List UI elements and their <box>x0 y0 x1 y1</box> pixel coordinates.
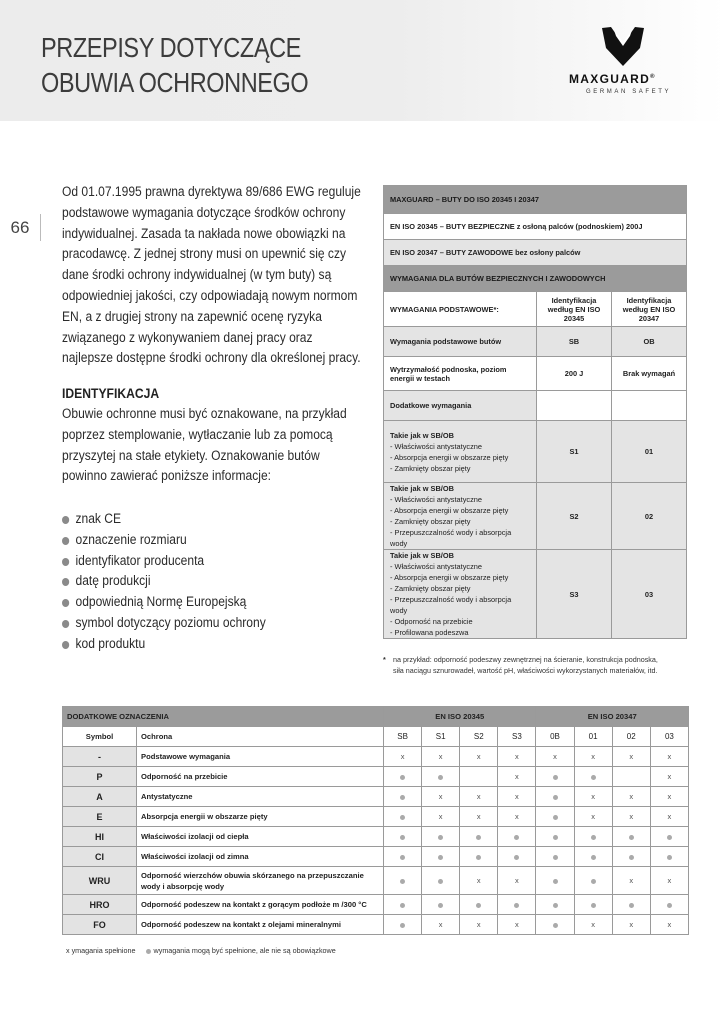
list-item: datę produkcji <box>62 571 266 592</box>
optional-dot-cell <box>574 827 612 847</box>
optional-dot-icon <box>591 879 596 884</box>
class-column-header: S3 <box>498 727 536 747</box>
intro-paragraph: Od 01.07.1995 prawna dyrektywa 89/686 EWG reguluje podstawowe wymagania dotyczące środków ochrony indywidualnej. Zasada ta nakłada nowe obowiązki na pracodawcę. Z jednej strony musi on upewnić się czy dane środki ochrony indywidualnej (w tym buty) są odpowiedniej jakości, czy odpowiadają nowym normom EN, a z drugiej strony na zapewnić ocenę ryzyka związanego z wykonywaniem danej pracy oraz najlepsze dostępne środki ochrony dla określonej pracy. <box>62 184 361 366</box>
required-cell: x <box>498 867 536 895</box>
bullet-icon <box>62 558 69 566</box>
optional-dot-icon <box>400 879 405 884</box>
optional-dot-icon <box>629 903 634 908</box>
optional-dot-icon <box>514 855 519 860</box>
required-cell: x <box>498 807 536 827</box>
required-cell: x <box>460 747 498 767</box>
group-iso-20347: EN ISO 20347 <box>536 707 689 727</box>
optional-dot-icon <box>553 835 558 840</box>
optional-dot-icon <box>476 835 481 840</box>
optional-dot-cell <box>536 915 574 935</box>
optional-dot-icon <box>553 815 558 820</box>
class-column-header: 01 <box>574 727 612 747</box>
table-row <box>63 895 689 915</box>
required-cell: x <box>536 747 574 767</box>
optional-dot-icon <box>553 903 558 908</box>
bullet-icon <box>62 516 69 524</box>
required-cell: x <box>650 767 688 787</box>
optional-dot-cell <box>612 847 650 867</box>
page-number: 66 <box>0 214 41 241</box>
optional-dot-icon <box>553 923 558 928</box>
col-iso-20345-header: Identyfikacja według EN ISO 20345 <box>537 292 612 327</box>
iso-20345-row: EN ISO 20345 – BUTY BEZPIECZNE z osłoną palców (podnoskiem) 200J <box>384 214 687 240</box>
optional-dot-icon <box>400 775 405 780</box>
required-cell: x <box>612 787 650 807</box>
optional-dot-icon <box>591 775 596 780</box>
optional-dot-icon <box>400 815 405 820</box>
required-cell: x <box>574 747 612 767</box>
class-s2: S2 <box>537 483 612 550</box>
protection-description: Odporność podeszew na kontakt z gorącym podłoże m /300 °C <box>137 895 384 915</box>
optional-dot-icon <box>667 835 672 840</box>
optional-dot-icon <box>438 775 443 780</box>
empty-cell <box>612 767 650 787</box>
class-column-header: 0B <box>536 727 574 747</box>
required-cell: x <box>650 787 688 807</box>
class-02: 02 <box>612 483 687 550</box>
required-cell: x <box>498 747 536 767</box>
logo-tagline: GERMAN SAFETY <box>586 89 672 95</box>
optional-dot-cell <box>498 827 536 847</box>
optional-dot-cell <box>460 827 498 847</box>
optional-dot-cell <box>498 895 536 915</box>
required-cell: x <box>612 867 650 895</box>
requirement-group-s3: Takie jak w SB/OB - Właściwości antystatyczne - Absorpcja energii w obszarze pięty - Zamknięty obszar pięty - Przepuszczalność wody i absorpcja wody - Odporność na przebicie - Profilowana podeszwa <box>384 550 537 639</box>
legend-dot-text: wymagania mogą być spełnione, ale nie są obowiązkowe <box>153 946 336 955</box>
protection-description: Antystatyczne <box>137 787 384 807</box>
optional-dot-icon <box>514 903 519 908</box>
table-row <box>63 847 689 867</box>
required-cell: x <box>574 787 612 807</box>
optional-dot-icon <box>438 903 443 908</box>
required-cell: x <box>422 747 460 767</box>
optional-dot-icon <box>553 879 558 884</box>
optional-dot-cell <box>422 847 460 867</box>
bullet-icon <box>62 578 69 586</box>
toe-cap-value-20345: 200 J <box>537 357 612 391</box>
required-cell: x <box>498 915 536 935</box>
list-item: symbol dotyczący poziomu ochrony <box>62 613 266 634</box>
protection-description: Odporność na przebicie <box>137 767 384 787</box>
optional-dot-cell <box>574 867 612 895</box>
maxguard-shield-icon <box>600 24 646 68</box>
optional-dot-icon <box>400 923 405 928</box>
required-cell: x <box>460 915 498 935</box>
iso-20347-row: EN ISO 20347 – BUTY ZAWODOWE bez osłony palców <box>384 240 687 266</box>
optional-dot-icon <box>476 855 481 860</box>
optional-dot-icon <box>667 855 672 860</box>
optional-dot-cell <box>384 787 422 807</box>
optional-dot-cell <box>536 787 574 807</box>
table-row <box>63 915 689 935</box>
optional-dot-icon <box>476 903 481 908</box>
additional-markings-table <box>62 706 689 935</box>
required-cell: x <box>422 807 460 827</box>
optional-dot-cell <box>384 827 422 847</box>
basic-value-20345: SB <box>537 327 612 357</box>
marking-symbol: WRU <box>63 867 137 895</box>
table-row <box>63 787 689 807</box>
optional-dot-icon <box>400 903 405 908</box>
required-cell: x <box>574 807 612 827</box>
protection-description: Podstawowe wymagania <box>137 747 384 767</box>
group-iso-20345: EN ISO 20345 <box>384 707 536 727</box>
optional-dot-cell <box>384 807 422 827</box>
marking-symbol: CI <box>63 847 137 867</box>
protection-description: Właściwości izolacji od ciepła <box>137 827 384 847</box>
marking-requirements-list <box>62 509 288 655</box>
toe-cap-strength-label: Wytrzymałość podnoska, poziom energii w testach <box>384 357 537 391</box>
table-row <box>63 767 689 787</box>
optional-dot-cell <box>612 827 650 847</box>
optional-dot-cell <box>384 867 422 895</box>
basic-requirements-header: WYMAGANIA PODSTAWOWE*: <box>384 292 537 327</box>
required-cell: x <box>650 915 688 935</box>
required-cell: x <box>650 747 688 767</box>
optional-dot-icon <box>553 855 558 860</box>
requirement-group-s1: Takie jak w SB/OB - Właściwości antystatyczne - Absorpcja energii w obszarze pięty - Zamknięty obszar pięty <box>384 421 537 483</box>
optional-dot-cell <box>536 867 574 895</box>
bullet-icon <box>62 537 69 545</box>
optional-dot-cell <box>384 767 422 787</box>
protection-description: Odporność podeszew na kontakt z olejami mineralnymi <box>137 915 384 935</box>
optional-dot-cell <box>460 847 498 867</box>
optional-dot-cell <box>498 847 536 867</box>
optional-dot-icon <box>438 855 443 860</box>
additional-requirements-label: Dodatkowe wymagania <box>384 391 537 421</box>
optional-dot-icon <box>591 835 596 840</box>
optional-dot-cell <box>422 867 460 895</box>
optional-dot-cell <box>536 827 574 847</box>
optional-dot-cell <box>384 847 422 867</box>
identification-paragraph: Obuwie ochronne musi być oznakowane, na przykład poprzez stemplowanie, wytłaczanie lub za pomocą przyszytej na stałe etykiety. Oznakowanie butów powinno zawierać poniższe informacje: <box>62 406 347 484</box>
required-cell: x <box>612 915 650 935</box>
maxguard-logo: MAXGUARD® <box>569 72 656 86</box>
identification-heading: IDENTYFIKACJA <box>62 386 160 401</box>
required-cell: x <box>460 787 498 807</box>
protection-description: Absorpcja energii w obszarze pięty <box>137 807 384 827</box>
class-column-header: 03 <box>650 727 688 747</box>
optional-dot-cell <box>650 895 688 915</box>
bullet-icon <box>62 620 69 628</box>
marking-symbol: A <box>63 787 137 807</box>
empty-cell <box>460 767 498 787</box>
class-03: 03 <box>612 550 687 639</box>
table-legend <box>66 946 336 955</box>
marking-symbol: E <box>63 807 137 827</box>
protection-description: Odporność wierzchów obuwia skórzanego na przepuszczanie wody i absorpcję wody <box>137 867 384 895</box>
table-row <box>63 807 689 827</box>
optional-dot-cell <box>422 827 460 847</box>
optional-dot-cell <box>574 895 612 915</box>
list-item: identyfikator producenta <box>62 551 266 572</box>
required-cell: x <box>384 747 422 767</box>
toe-cap-value-20347: Brak wymagań <box>612 357 687 391</box>
required-cell: x <box>422 787 460 807</box>
marking-symbol: HI <box>63 827 137 847</box>
basic-shoe-requirements-label: Wymagania podstawowe butów <box>384 327 537 357</box>
optional-dot-cell <box>422 767 460 787</box>
table-row <box>63 827 689 847</box>
legend-x: x ymagania spełnione <box>66 946 136 955</box>
protection-description: Właściwości izolacji od zimna <box>137 847 384 867</box>
marking-symbol: - <box>63 747 137 767</box>
optional-dot-cell <box>422 895 460 915</box>
table-row <box>63 867 689 895</box>
optional-dot-cell <box>460 895 498 915</box>
optional-dot-cell <box>384 915 422 935</box>
requirements-table-title: MAXGUARD – BUTY DO ISO 20345 I 20347 <box>384 186 687 214</box>
bullet-icon <box>62 599 69 607</box>
list-item: odpowiednią Normę Europejską <box>62 592 266 613</box>
optional-dot-icon <box>400 835 405 840</box>
page-header <box>0 0 725 121</box>
bullet-icon <box>62 641 69 649</box>
requirements-table <box>383 185 687 639</box>
optional-dot-icon <box>438 835 443 840</box>
required-cell: x <box>574 915 612 935</box>
required-cell: x <box>498 767 536 787</box>
optional-dot-icon <box>629 855 634 860</box>
optional-dot-cell <box>384 895 422 915</box>
required-cell: x <box>498 787 536 807</box>
optional-dot-cell <box>612 895 650 915</box>
required-cell: x <box>650 867 688 895</box>
optional-dot-icon <box>591 855 596 860</box>
marking-symbol: P <box>63 767 137 787</box>
list-item: znak CE <box>62 509 266 530</box>
optional-dot-icon <box>629 835 634 840</box>
col-iso-20347-header: Identyfikacja według EN ISO 20347 <box>612 292 687 327</box>
optional-dot-cell <box>536 847 574 867</box>
class-column-header: S2 <box>460 727 498 747</box>
required-cell: x <box>650 807 688 827</box>
list-item: kod produktu <box>62 634 266 655</box>
optional-dot-cell <box>536 767 574 787</box>
page-title-line-2: OBUWIA OCHRONNEGO <box>41 67 309 98</box>
optional-dot-icon <box>591 903 596 908</box>
page-title <box>41 30 327 100</box>
optional-dot-cell <box>574 767 612 787</box>
optional-dot-cell <box>574 847 612 867</box>
optional-dot-icon <box>667 903 672 908</box>
table-footnote: * na przykład: odporność podeszwy zewnętrznej na ścieranie, konstrukcja podnoska, siła naciągu sznurowadeł, wartość pH, właściwości wykorzystanych materiałów, itd. <box>383 655 658 675</box>
requirements-section-heading: WYMAGANIA DLA BUTÓW BEZPIECZNYCH I ZAWODOWYCH <box>384 266 687 292</box>
additional-markings-title: DODATKOWE OZNACZENIA <box>63 707 384 727</box>
symbol-column-header: Symbol <box>63 727 137 747</box>
required-cell: x <box>460 807 498 827</box>
optional-dot-icon <box>400 855 405 860</box>
optional-dot-cell <box>536 895 574 915</box>
required-cell: x <box>422 915 460 935</box>
protection-column-header: Ochrona <box>137 727 384 747</box>
class-s3: S3 <box>537 550 612 639</box>
class-s1: S1 <box>537 421 612 483</box>
list-item: oznaczenie rozmiaru <box>62 530 266 551</box>
class-column-header: 02 <box>612 727 650 747</box>
optional-dot-icon <box>438 879 443 884</box>
marking-symbol: HRO <box>63 895 137 915</box>
requirement-group-s2: Takie jak w SB/OB - Właściwości antystatyczne - Absorpcja energii w obszarze pięty - Zamknięty obszar pięty - Przepuszczalność wody i absorpcja wody <box>384 483 537 550</box>
required-cell: x <box>612 747 650 767</box>
optional-dot-cell <box>536 807 574 827</box>
optional-dot-icon <box>514 835 519 840</box>
legend-dot-icon <box>146 949 151 954</box>
optional-dot-icon <box>400 795 405 800</box>
table-row <box>63 747 689 767</box>
optional-dot-icon <box>553 795 558 800</box>
class-column-header: S1 <box>422 727 460 747</box>
basic-value-20347: OB <box>612 327 687 357</box>
required-cell: x <box>612 807 650 827</box>
class-01: 01 <box>612 421 687 483</box>
optional-dot-icon <box>553 775 558 780</box>
required-cell: x <box>460 867 498 895</box>
optional-dot-cell <box>650 827 688 847</box>
page-title-line-1: PRZEPISY DOTYCZĄCE <box>41 32 301 63</box>
class-column-header: SB <box>384 727 422 747</box>
marking-symbol: FO <box>63 915 137 935</box>
optional-dot-cell <box>650 847 688 867</box>
